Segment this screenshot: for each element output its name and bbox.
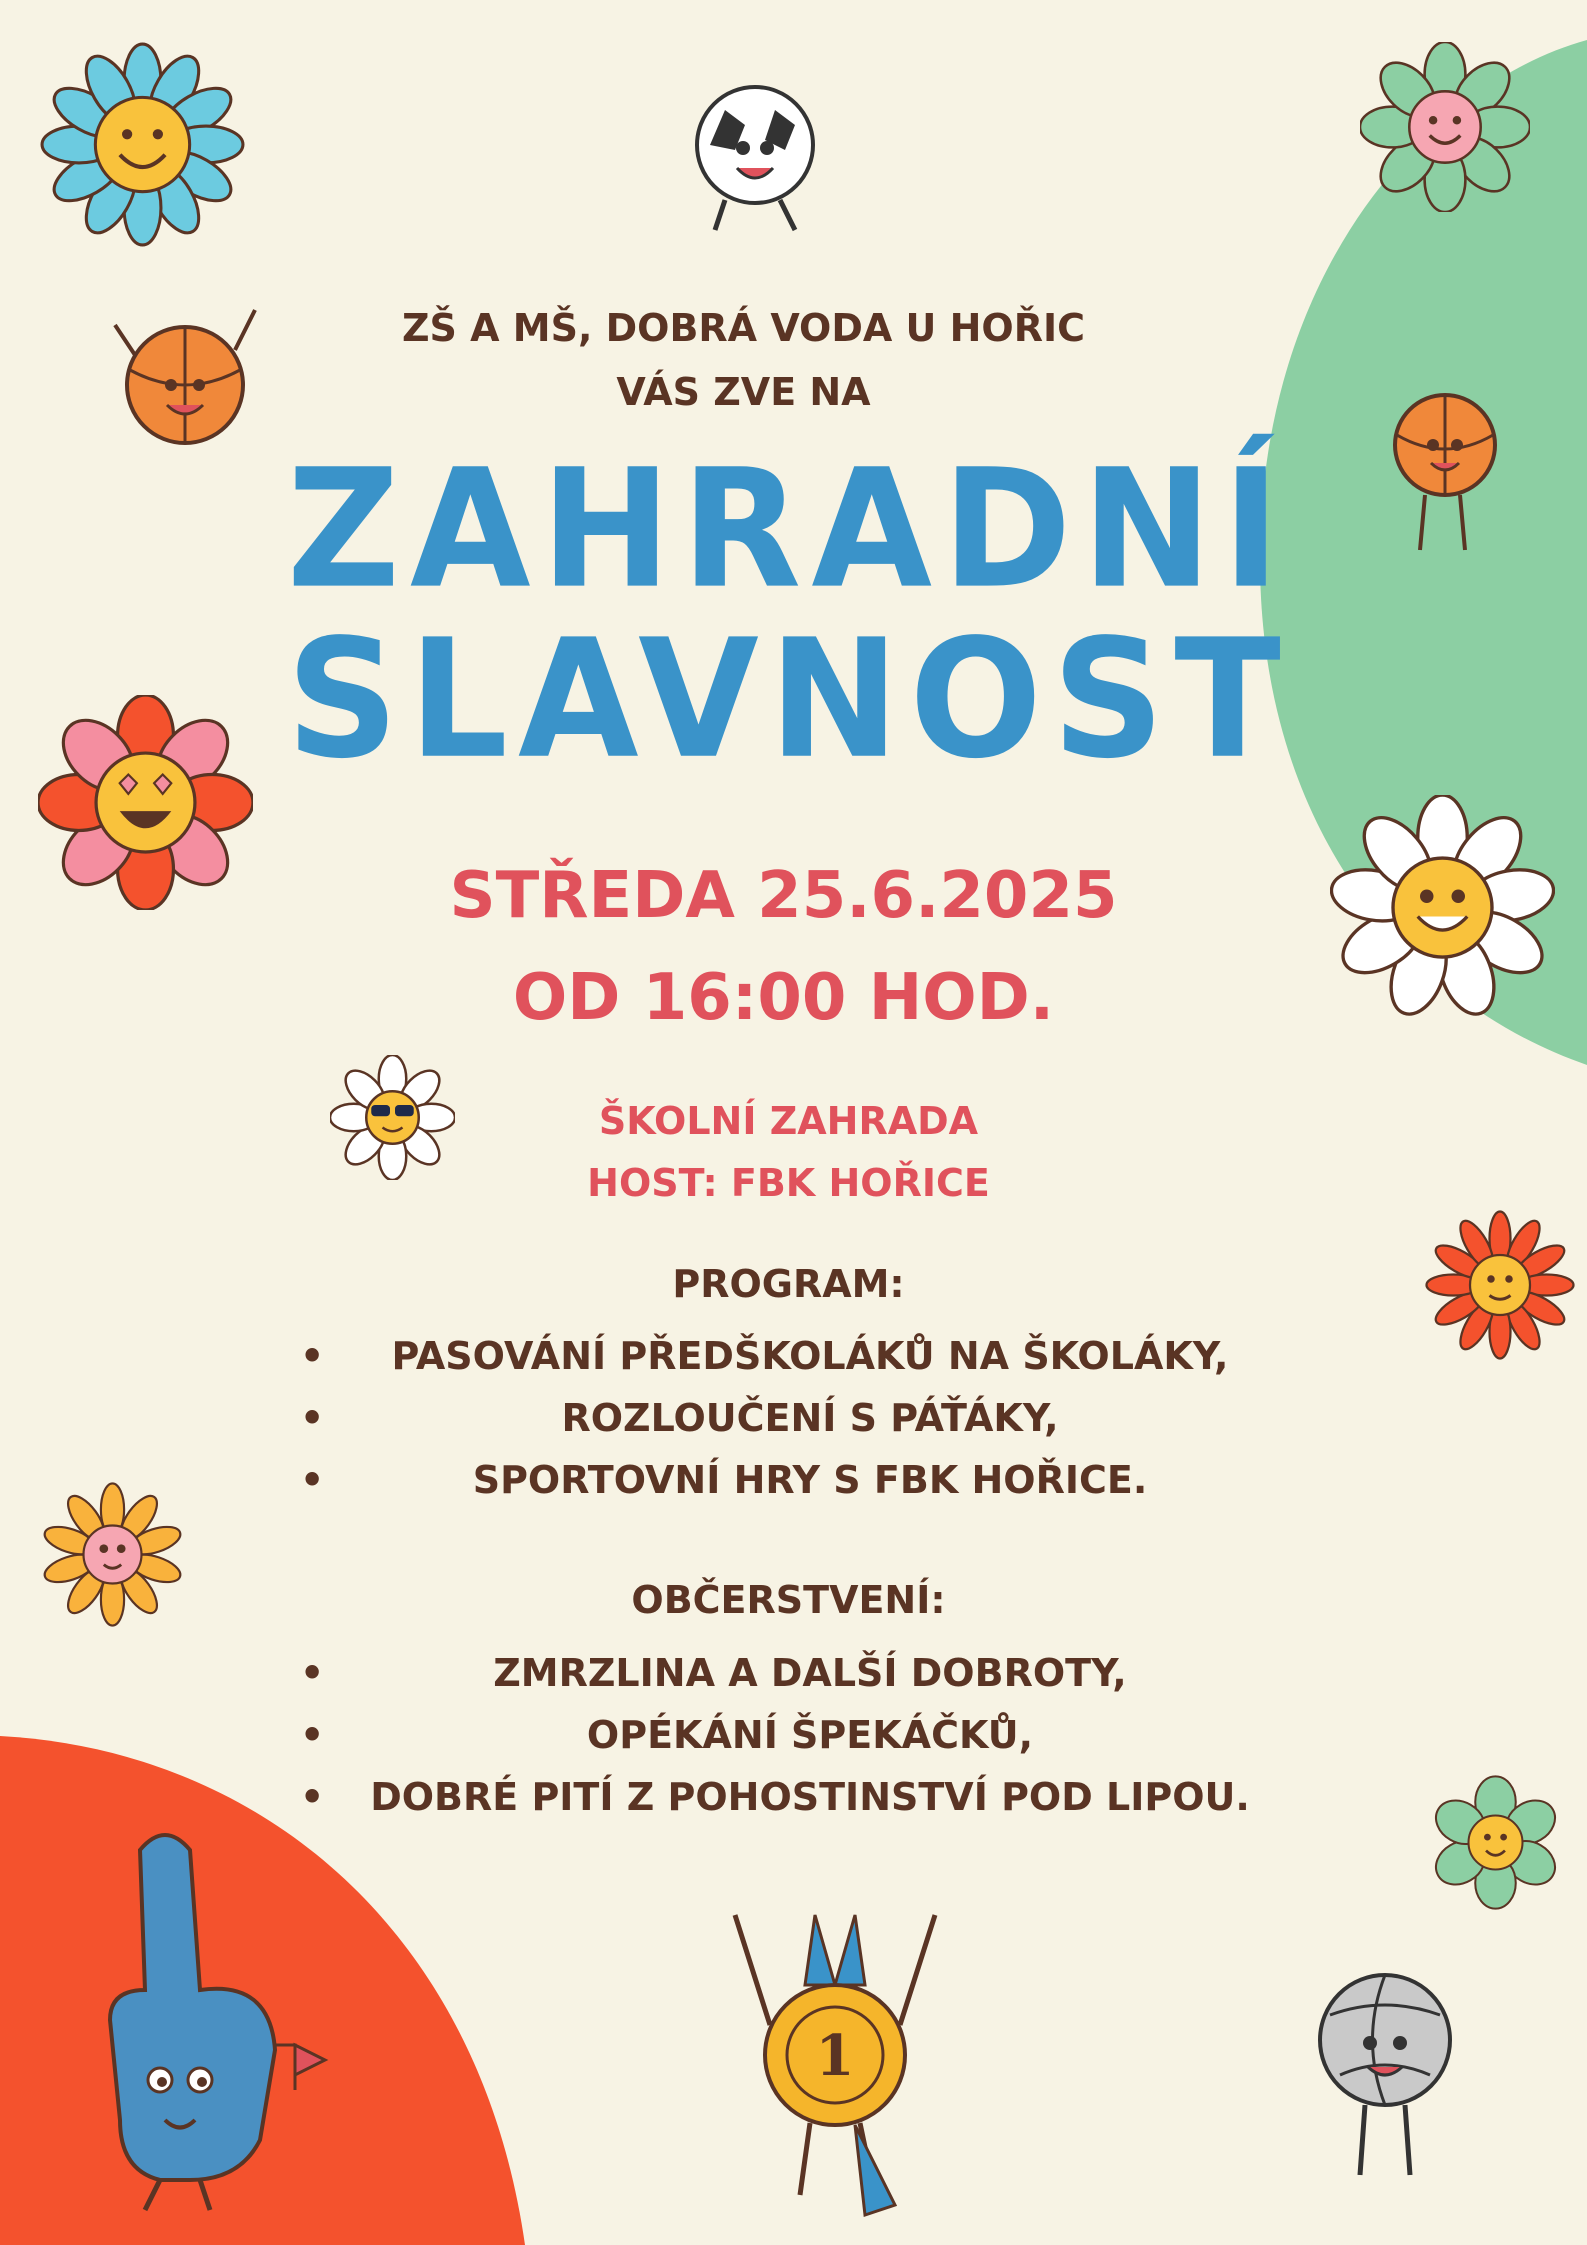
- list-item: • DOBRÉ PITÍ Z POHOSTINSTVÍ POD LIPOU.: [300, 1766, 1300, 1828]
- intro: [0, 296, 1537, 424]
- list-item: • ZMRZLINA A DALŠÍ DOBROTY,: [300, 1642, 1300, 1704]
- smiling-flower-icon: [40, 42, 245, 247]
- venue-info: [0, 1090, 1582, 1214]
- intro-line-2: VÁS ZVE NA: [616, 370, 871, 414]
- refreshments-title: OBČERSTVENÍ:: [631, 1578, 946, 1622]
- program-title: PROGRAM:: [672, 1262, 905, 1306]
- list-item: • PASOVÁNÍ PŘEDŠKOLÁKŮ NA ŠKOLÁKY,: [300, 1325, 1300, 1387]
- volleyball-mascot-icon: [1300, 1955, 1470, 2205]
- event-title-line-2: SLAVNOST: [286, 603, 1291, 795]
- date-time: [0, 845, 1577, 1049]
- intro-line-1: ZŠ A MŠ, DOBRÁ VODA U HOŘIC: [401, 306, 1086, 350]
- program-list: [300, 1325, 1300, 1511]
- venue-location: ŠKOLNÍ ZAHRADA: [598, 1099, 979, 1143]
- foam-finger-mascot-icon: [50, 1820, 340, 2220]
- event-date: STŘEDA 25.6.2025: [449, 859, 1118, 933]
- list-item: • ROZLOUČENÍ S PÁŤÁKY,: [300, 1387, 1300, 1449]
- event-title: [0, 433, 1582, 795]
- svg-text:1: 1: [815, 2023, 855, 2089]
- event-title-line-1: ZAHRADNÍ: [286, 433, 1291, 625]
- smiling-flower-icon: [1360, 42, 1530, 212]
- soccer-ball-mascot-icon: [665, 70, 845, 250]
- gold-medal-mascot-icon: [715, 1875, 955, 2225]
- refreshments-list: [300, 1642, 1300, 1828]
- list-item: • OPÉKÁNÍ ŠPEKÁČKŮ,: [300, 1704, 1300, 1766]
- venue-guest: HOST: FBK HOŘICE: [587, 1161, 990, 1205]
- list-item: • SPORTOVNÍ HRY S FBK HOŘICE.: [300, 1449, 1300, 1511]
- event-time: OD 16:00 HOD.: [512, 961, 1055, 1035]
- smiling-flower-icon: [1428, 1775, 1563, 1910]
